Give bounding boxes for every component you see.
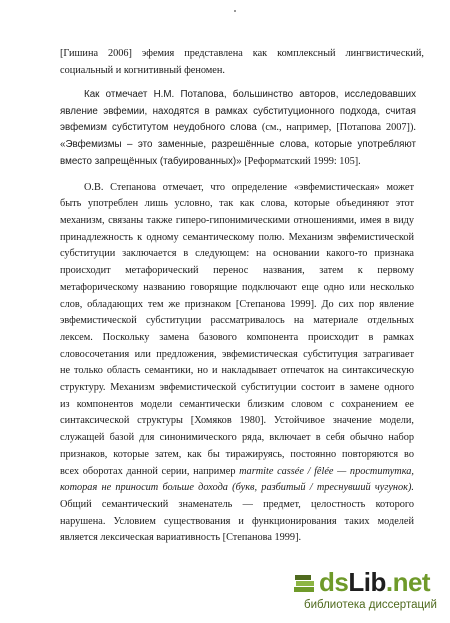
text-line — [60, 105, 416, 118]
text-segment: О.В. Степанова отмечает, что определение «эвфемистическая» может — [84, 182, 414, 193]
text-line — [60, 214, 414, 227]
text-segment: принадлежность к одному семантическому полю. Механизм эвфемистической — [60, 232, 414, 243]
text-line — [60, 431, 414, 444]
text-segment: быть употреблен лишь условно, так как слова, которые объединяют этот — [60, 198, 414, 209]
text-line — [60, 448, 414, 461]
text-line — [60, 231, 414, 244]
text-segment: не только область семантики, но и накладывает отпечаток на синтаксическую — [60, 365, 414, 376]
text-segment: [Реформатский 1999: 105]. — [241, 156, 361, 167]
text-line — [60, 47, 424, 60]
text-segment: лексем. Поскольку замена базового компонента происходит в рамках — [60, 332, 414, 343]
text-line — [60, 515, 414, 528]
scan-dot — [234, 10, 236, 12]
text-segment: происходит метафорический перенос названия, затем к первому — [60, 265, 414, 276]
text-segment: [Гишина 2006] эфемия представлена как комплексный лингвистический, — [60, 48, 424, 59]
logo-wordmark-part: .net — [385, 567, 431, 597]
text-segment: явление эвфемии, находятся в рамках субституционного подхода, считая — [60, 106, 416, 117]
text-line — [84, 181, 414, 194]
text-segment: Как отмечает Н.М. Потапова, большинство авторов, исследовавших — [84, 89, 416, 100]
text-segment: всех оборотах данной серии, например — [60, 466, 240, 477]
text-line — [60, 314, 414, 327]
text-segment: Общий семантический знаменатель — предмет, целостность которого — [60, 499, 414, 510]
text-segment: из компонентов модели семантически близким словом с сохранением ее — [60, 399, 414, 410]
text-segment: синтаксической структуры [Хомяков 1980]. Устойчивое значение модели, — [60, 415, 414, 426]
text-line — [60, 465, 414, 478]
text-line — [60, 264, 414, 277]
text-segment: метафорическому названию говорящие подключают еще одно или несколько — [60, 282, 414, 293]
logo-tagline: библиотека диссертаций — [304, 599, 437, 611]
logo-wordmark-part: ds — [319, 567, 349, 597]
text-segment: механизм, связаны также гиперо-гипонимическими отношениями, имея в виду — [60, 215, 414, 226]
text-segment: которая не приносит больше дохода (букв, разбитый / треснувший чугунок). — [60, 482, 414, 493]
text-segment: является лексическая вариативность [Степанова 1999]. — [60, 532, 302, 543]
text-line — [60, 398, 414, 411]
dslib-watermark-logo — [292, 567, 442, 615]
text-segment: (см., например, [Потапова 2007]). — [261, 122, 416, 133]
text-segment: социальный и когнитивный феномен. — [60, 65, 225, 76]
text-segment: «Эвфемизмы – это заменные, разрешённые слова, которые употребляют — [60, 139, 416, 150]
text-segment: нарушена. Условием существования и функционирования таких моделей — [60, 516, 414, 527]
text-line — [60, 298, 414, 311]
logo-wordmark-part: Lib — [348, 567, 386, 597]
text-line — [60, 481, 414, 494]
book-stack-icon — [292, 573, 318, 595]
text-line — [60, 247, 414, 260]
text-line — [60, 331, 414, 344]
text-line — [60, 348, 414, 361]
text-line — [60, 364, 414, 377]
text-segment: слов, обладающих тем же признаком [Степанова 1999]. До сих пор явление — [60, 299, 414, 310]
text-segment: эвфемистической субституции рассматривалось на материале отдельных — [60, 315, 414, 326]
text-line — [60, 197, 414, 210]
text-segment: субституции заключается в следующем: на основании какого-то признака — [60, 248, 414, 259]
text-line — [60, 121, 416, 134]
text-line — [60, 531, 340, 544]
text-line — [60, 414, 414, 427]
text-line — [84, 88, 416, 101]
text-segment: признаков, которые затем, как бы тиражируясь, постоянно повторяются во — [60, 449, 414, 460]
text-line — [60, 138, 416, 151]
text-line — [60, 64, 260, 77]
text-line — [60, 281, 414, 294]
text-segment: вместо запрещённых (табуированных)» — [60, 156, 242, 167]
text-line — [60, 498, 414, 511]
logo-wordmark — [319, 567, 430, 598]
text-segment: marmite cassée / fêlée — проститутка, — [239, 466, 414, 477]
text-segment: структуру. Механизм эвфемистической субституции состоит в замене одного — [60, 382, 414, 393]
text-line — [60, 381, 414, 394]
text-segment: словосочетания или предложения, эвфемистическая субституция затрагивает — [60, 349, 414, 360]
text-line — [60, 155, 360, 168]
text-segment: служащей базой для синонимического ряда, включает в себя обычно набор — [60, 432, 414, 443]
text-segment: эвфемизм субститутом неудобного слова — [60, 122, 262, 133]
